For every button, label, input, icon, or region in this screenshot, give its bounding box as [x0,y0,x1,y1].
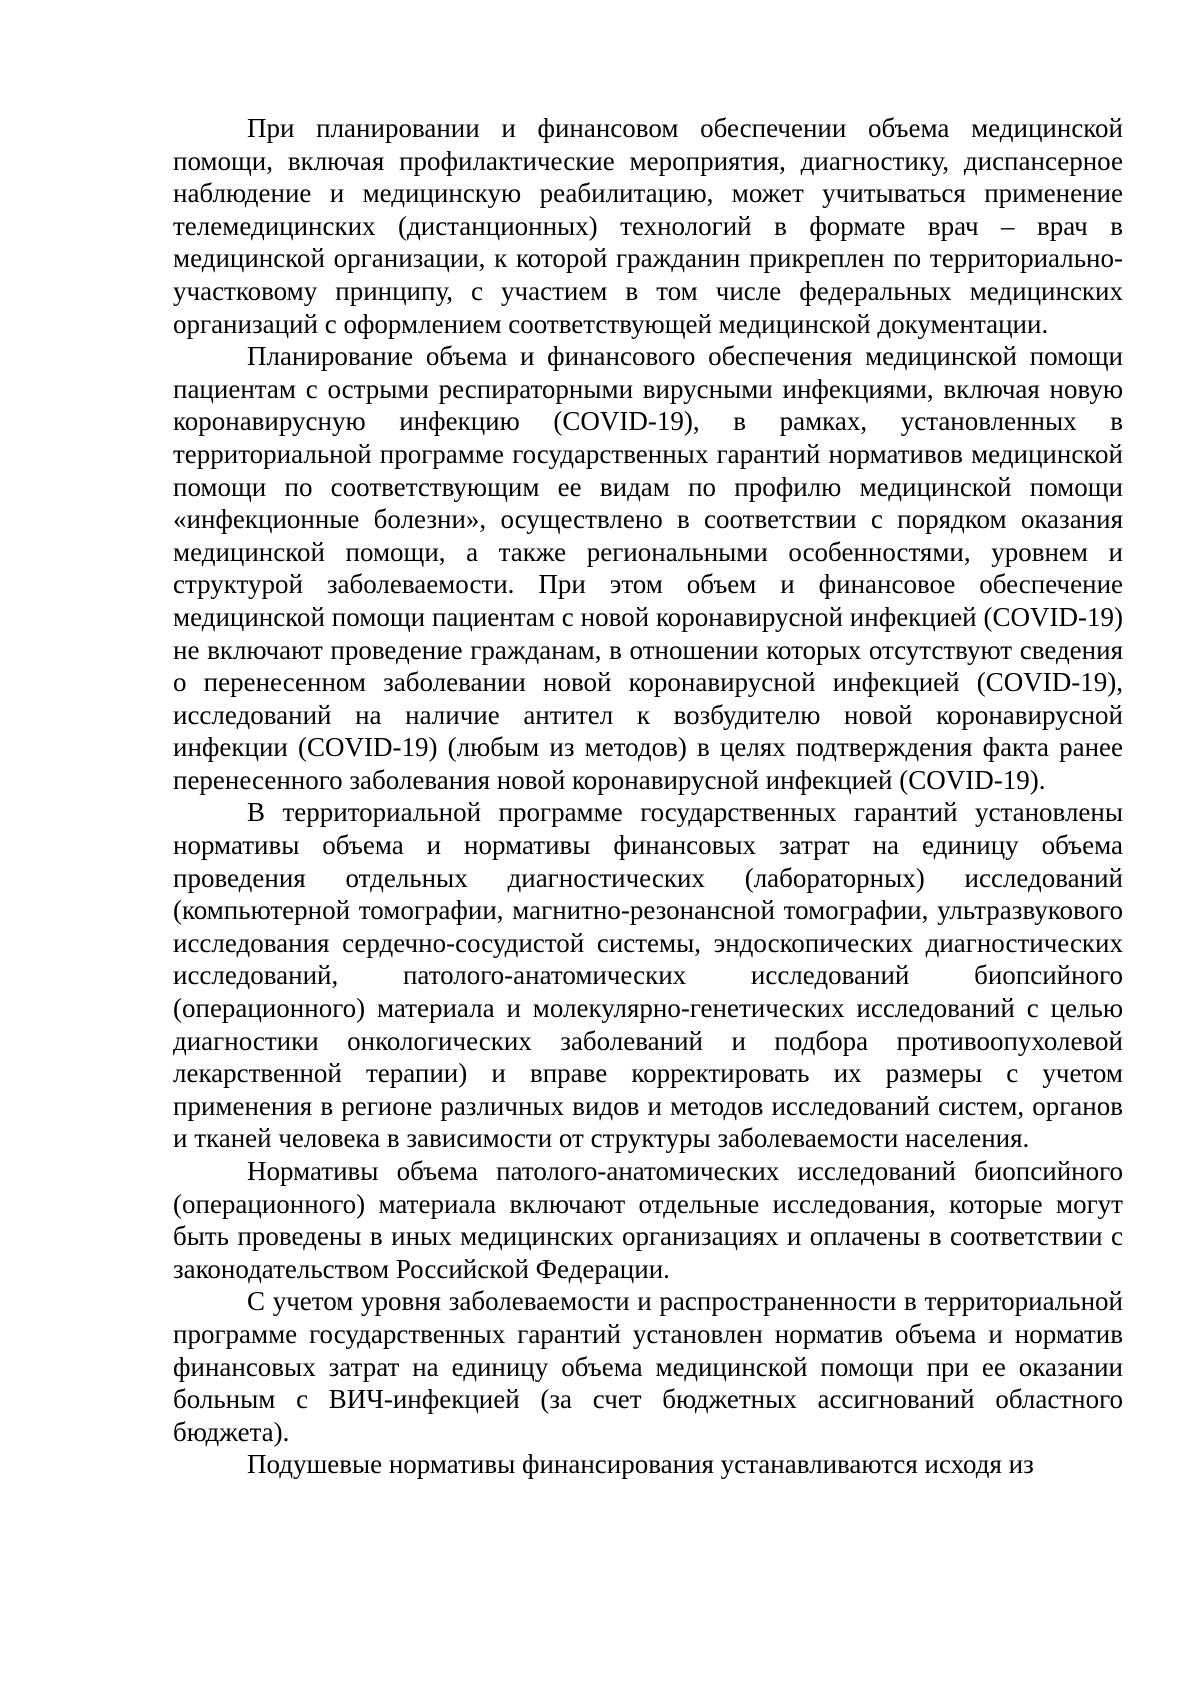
paragraph-diagnostic-norms: В территориальной программе государственных гарантий установлены нормативы объема и нормативы финансовых затрат на единицу объема проведения отдельных диагностических (лабораторных) исследований (компьютерной томографии, магнитно-резонансной томографии, ультразвукового исследования сердечно-сосудистой системы, эндоскопических диагностических исследований, патолого-анатомических исследований биопсийного (операционного) материала и молекулярно-генетических исследований с целью диагностики онкологических заболеваний и подбора противоопухолевой лекарственной терапии) и вправе корректировать их размеры с учетом применения в регионе различных видов и методов исследований систем, органов и тканей человека в зависимости от структуры заболеваемости населения. [173,797,1123,1154]
paragraph-covid-planning: Планирование объема и финансового обеспечения медицинской помощи пациентам с острыми респираторными вирусными инфекциями, включая новую коронавирусную инфекцию (COVID-19), в рамках, установленных в территориальной программе государственных гарантий нормативов медицинской помощи по соответствующим ее видам по профилю медицинской помощи «инфекционные болезни», осуществлено в соответствии с порядком оказания медицинской помощи, а также региональными особенностями, уровнем и структурой заболеваемости. При этом объем и финансовое обеспечение медицинской помощи пациентам с новой коронавирусной инфекцией (COVID-19) не включают проведение гражданам, в отношении которых отсутствуют сведения о перенесенном заболевании новой коронавирусной инфекцией (COVID-19), исследований на наличие антител к возбудителю новой коронавирусной инфекции (COVID-19) (любым из методов) в целях подтверждения факта ранее перенесенного заболевания новой коронавирусной инфекцией (COVID-19). [173,341,1123,795]
paragraph-telemedicine: При планировании и финансовом обеспечении объема медицинской помощи, включая профилактические мероприятия, диагностику, диспансерное наблюдение и медицинскую реабилитацию, может учитываться применение телемедицинских (дистанционных) технологий в формате врач – врач в медицинской организации, к которой гражданин прикреплен по территориально-участковому принципу, с участием в том числе федеральных медицинских организаций с оформлением соответствующей медицинской документации. [173,113,1123,339]
document-page [173,112,1123,1481]
paragraph-hiv-norms: С учетом уровня заболеваемости и распространенности в территориальной программе государственных гарантий установлен норматив объема и норматив финансовых затрат на единицу объема медицинской помощи при ее оказании больным с ВИЧ-инфекцией (за счет бюджетных ассигнований областного бюджета). [173,1286,1123,1447]
paragraph-pathology-norms: Нормативы объема патолого-анатомических исследований биопсийного (операционного) материала включают отдельные исследования, которые могут быть проведены в иных медицинских организациях и оплачены в соответствии с законодательством Российской Федерации. [173,1156,1123,1284]
paragraph-per-capita-norms: Подушевые нормативы финансирования устанавливаются исходя из [247,1449,1034,1480]
